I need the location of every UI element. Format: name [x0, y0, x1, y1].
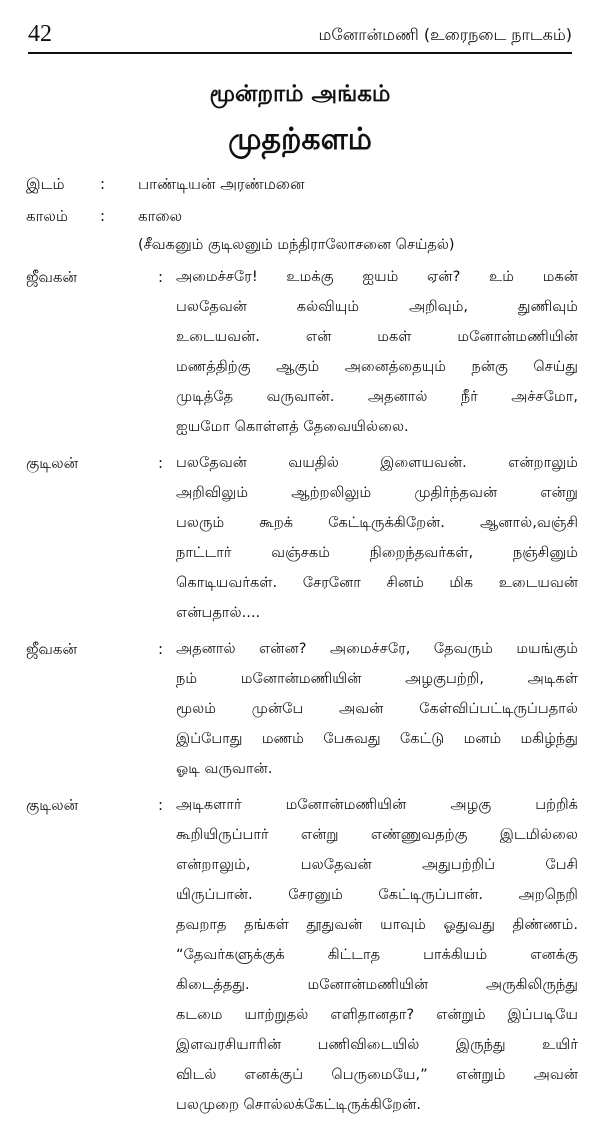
speaker-name: குடிலன்: [26, 796, 79, 814]
speech-line: அதனால் என்ன? அமைச்சரே, தேவரும் மயங்கும்: [176, 640, 578, 657]
scene-metadata: [26, 170, 578, 234]
speech-line: கொடியவர்கள். சேரனோ சினம் மிக உடையவன்: [176, 574, 578, 591]
place-label: இடம்: [26, 175, 65, 193]
speech-line: யிருப்பான். சேரனும் கேட்டிருப்பான். அறநெறி: [176, 886, 578, 903]
speaker-name: ஜீவகன்: [26, 268, 78, 286]
speaker-name: ஜீவகன்: [26, 640, 78, 658]
speech-line: நம் மனோன்மணியின் அழகுபற்றி, அடிகள்: [176, 670, 578, 687]
speech-line: பலமுறை சொல்லக்கேட்டிருக்கிறேன்.: [176, 1096, 422, 1113]
speech-line: மூலம் முன்பே அவன் கேள்விப்பட்டிருப்பதால்: [176, 700, 578, 717]
speech-text: [176, 634, 578, 784]
act-title: மூன்றாம் அங்கம்: [209, 81, 391, 107]
speech-line: அறிவிலும் ஆற்றலிலும் முதிர்ந்தவன் என்று: [176, 484, 578, 501]
speech-line: மணத்திற்கு ஆகும் அனைத்தையும் நன்கு செய்து: [176, 358, 578, 375]
stage-direction: (சீவகனும் குடிலனும் மந்திராலோசனை செய்தல்): [138, 237, 455, 253]
speech-line: பலரும் கூறக் கேட்டிருக்கிறேன். ஆனால்,வஞ்சி: [176, 514, 578, 531]
speech-line: இளவரசியாரின் பணிவிடையில் இருந்து உயிர்: [176, 1036, 578, 1053]
scene-title: முதற்களம்: [228, 122, 372, 157]
speech-text: [176, 790, 578, 1120]
place-row: [26, 170, 578, 202]
speaker-colon: :: [158, 640, 164, 658]
speech-line: கடமை யாற்றுதல் எளிதானதா? என்றும் இப்படியே: [176, 1006, 578, 1023]
speech-line: அடிகளார் மனோன்மணியின் அழகு பற்றிக்: [176, 796, 578, 813]
speech-line: என்பதால்....: [176, 604, 261, 621]
speech-line: அமைச்சரே! உமக்கு ஐயம் ஏன்? உம் மகன்: [176, 268, 578, 285]
speech-block: [26, 448, 578, 628]
speech-line: ஓடி வருவான்.: [176, 760, 273, 777]
speaker-colon: :: [158, 796, 164, 814]
speech-line: பலதேவன் வயதில் இளையவன். என்றாலும்: [176, 454, 578, 471]
speech-line: தவறாத தங்கள் தூதுவன் யாவும் ஓதுவது திண்ணம்.: [176, 916, 578, 933]
speech-line: “தேவர்களுக்குக் கிட்டாத பாக்கியம் எனக்கு: [176, 946, 578, 963]
time-value: காலை: [138, 207, 183, 225]
speech-block: [26, 262, 578, 442]
speaker-name: குடிலன்: [26, 454, 79, 472]
time-label: காலம்: [26, 207, 68, 225]
speech-block: [26, 634, 578, 784]
running-title: மனோன்மணி (உரைநடை நாடகம்): [318, 25, 572, 44]
page-header: [28, 14, 572, 52]
speech-line: உடையவன். என் மகள் மனோன்மணியின்: [176, 328, 578, 345]
page-number: 42: [28, 21, 52, 47]
speech-line: இப்போது மணம் பேசுவது கேட்டு மனம் மகிழ்ந்து: [176, 730, 578, 747]
place-colon: :: [100, 175, 106, 193]
speech-line: கிடைத்தது. மனோன்மணியின் அருகிலிருந்து: [176, 976, 578, 993]
speech-line: என்றாலும், பலதேவன் அதுபற்றிப் பேசி: [176, 856, 578, 873]
speech-block: [26, 790, 578, 1120]
time-row: [26, 202, 578, 234]
dialogue: [26, 262, 578, 1126]
speech-line: விடல் எனக்குப் பெருமையே,” என்றும் அவன்: [176, 1066, 578, 1083]
speech-line: நாட்டார் வஞ்சகம் நிறைந்தவர்கள், நஞ்சினும்: [176, 544, 578, 561]
speech-text: [176, 262, 578, 442]
speech-line: பலதேவன் கல்வியும் அறிவும், துணிவும்: [176, 298, 578, 315]
speaker-colon: :: [158, 268, 164, 286]
speech-line: ஐயமோ கொள்ளத் தேவையில்லை.: [176, 418, 409, 435]
header-rule: [28, 52, 572, 54]
speech-text: [176, 448, 578, 628]
speech-line: முடித்தே வருவான். அதனால் நீர் அச்சமோ,: [176, 388, 578, 405]
speech-line: கூறியிருப்பார் என்று எண்ணுவதற்கு இடமில்லை: [176, 826, 578, 843]
time-colon: :: [100, 207, 106, 225]
place-value: பாண்டியன் அரண்மனை: [138, 175, 305, 193]
speaker-colon: :: [158, 454, 164, 472]
